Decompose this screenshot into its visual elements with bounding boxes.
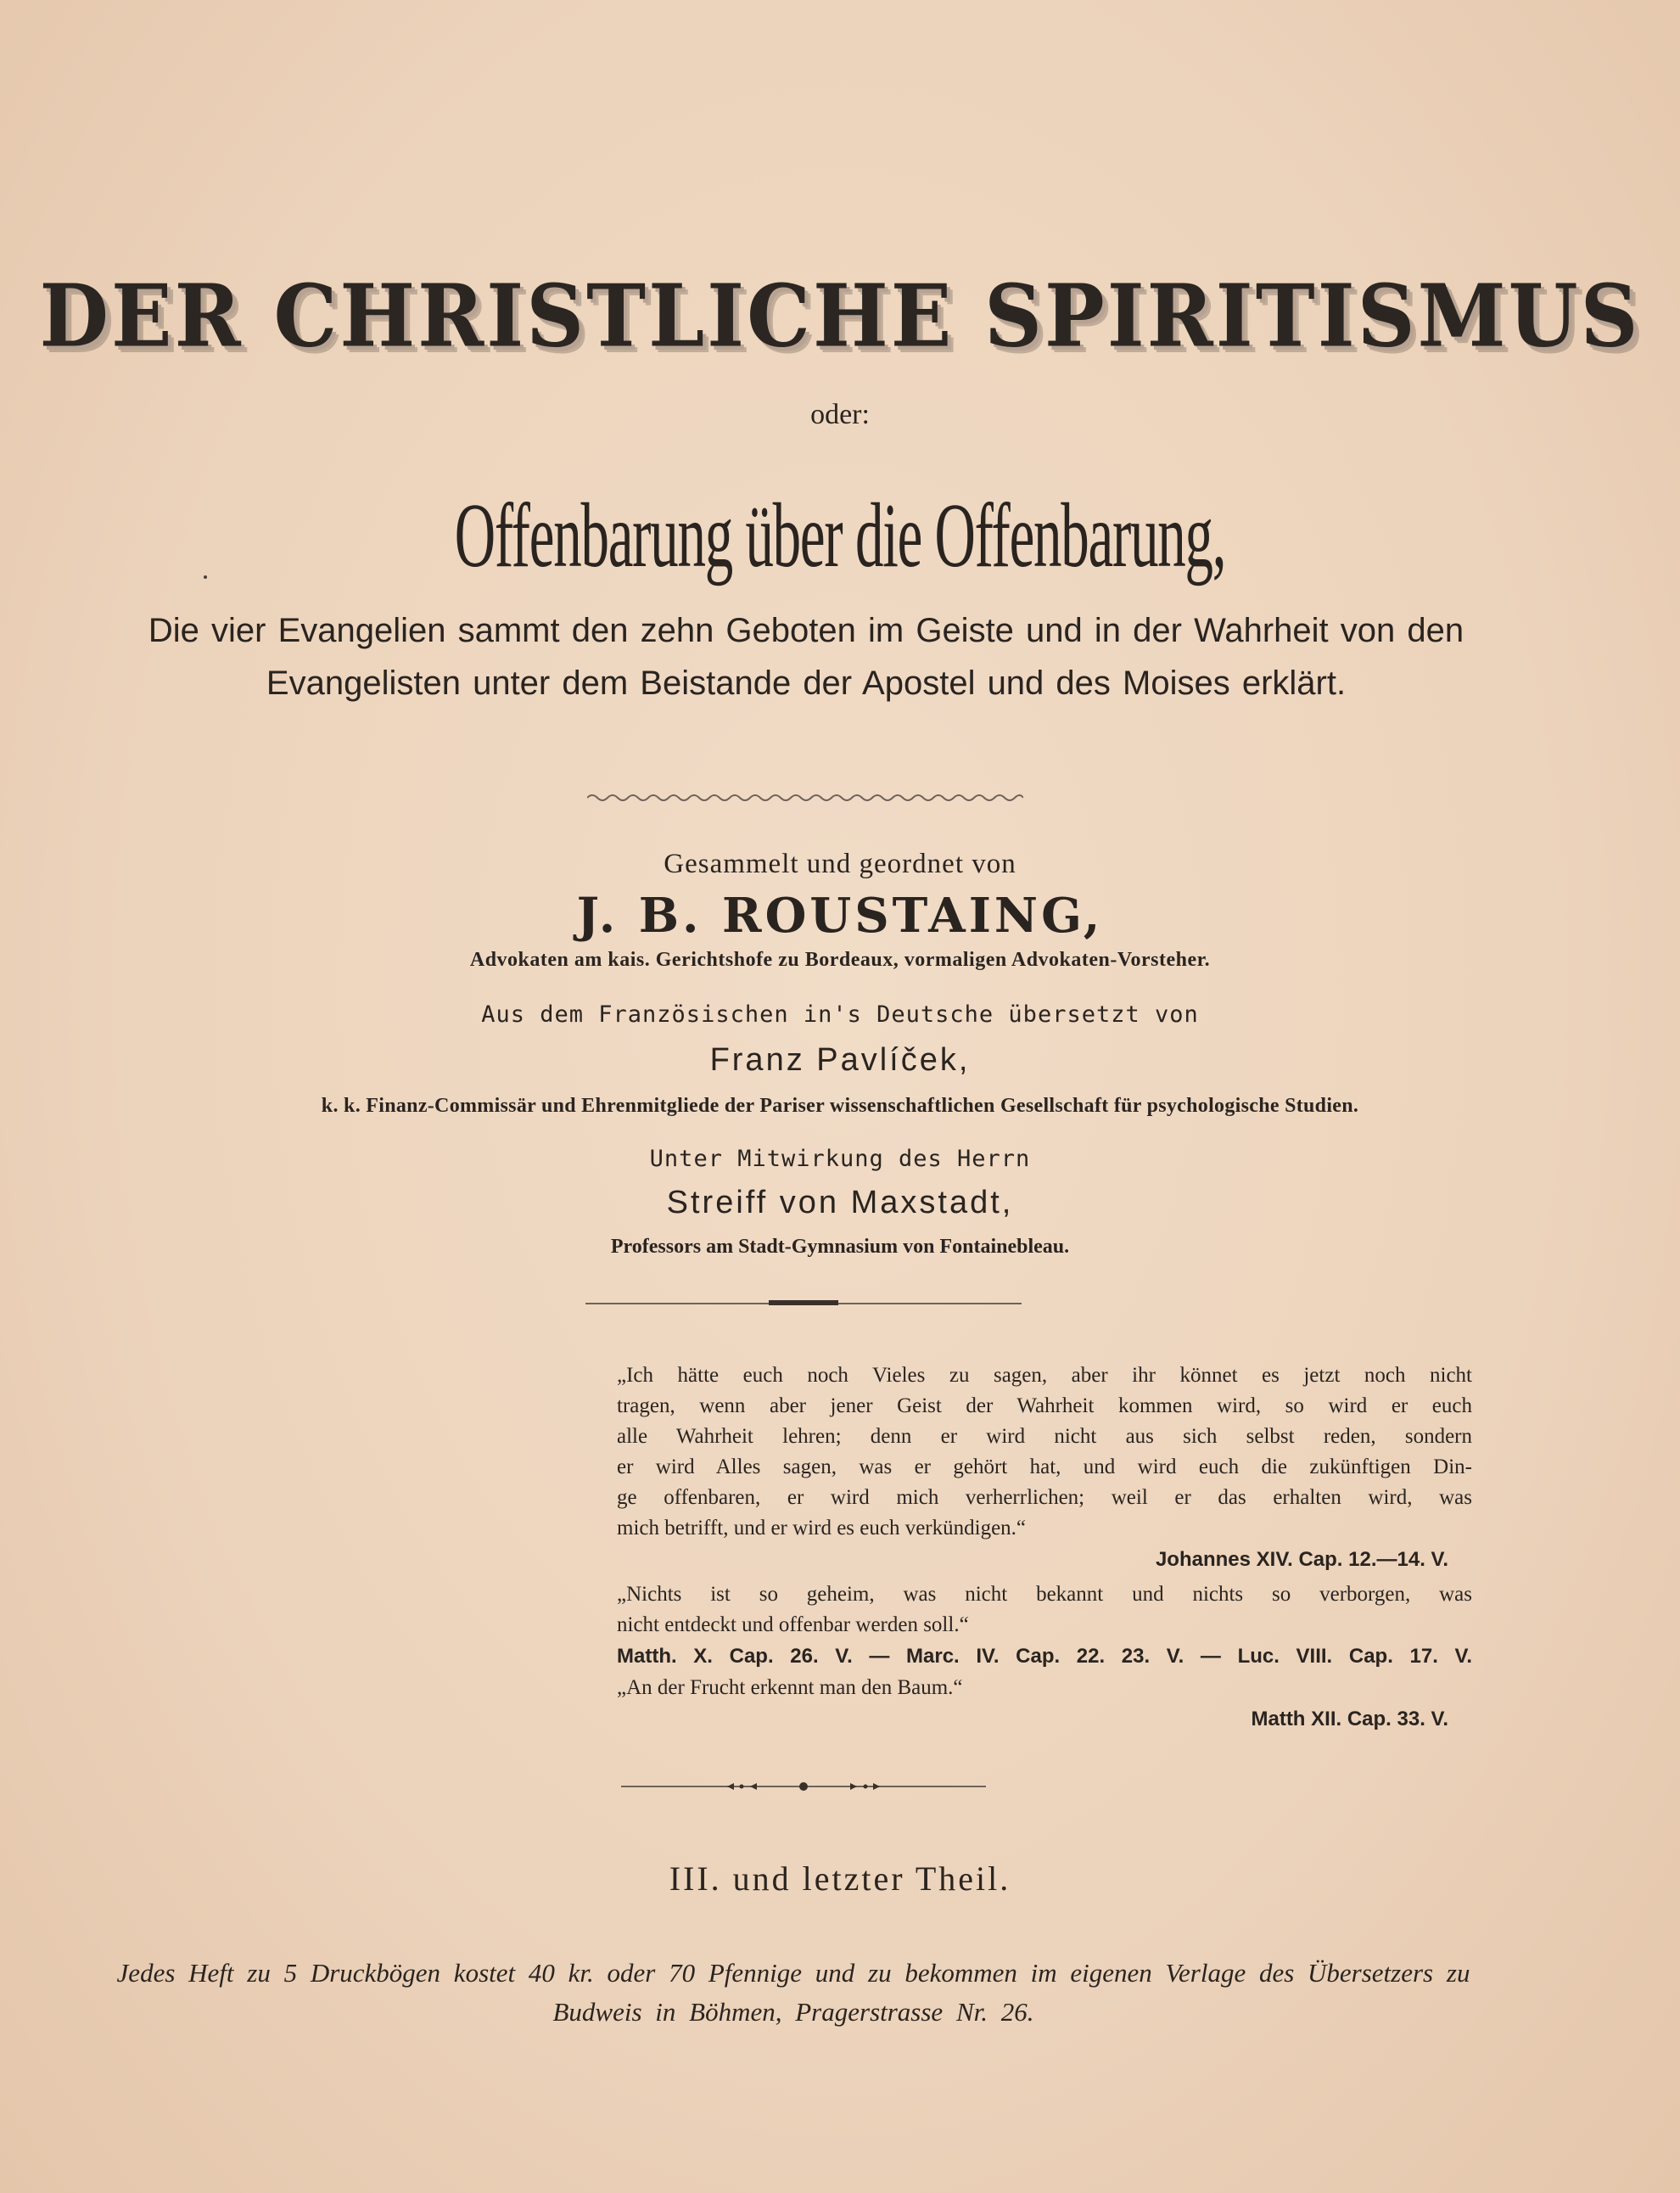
epigraph-quotes [617,1360,1472,1736]
ornamental-divider [621,1781,986,1792]
quote-reference: Matth. X. Cap. 26. V. — Marc. IV. Cap. 22. 23. V. — Luc. VIII. Cap. 17. V. [617,1645,1472,1668]
quote-line: tragen, wenn aber jener Geist der Wahrheit kommen wird, so wird er euch [617,1394,1472,1417]
quote-reference: Johannes XIV. Cap. 12.—14. V. [1155,1548,1448,1571]
translator-description: k. k. Finanz-Commissär und Ehrenmitgliede der Pariser wissenschaftlichen Gesellschaft für psychologische Studien. [321,1095,1359,1117]
conjunction: oder: [810,399,870,430]
description: Die vier Evangelien sammt den zehn Geboten im Geiste und in der Wahrheit von den Evangelisten unter dem Beistande der Apostel und des Moises erklärt. [148,612,1464,702]
quote-reference: Matth XII. Cap. 33. V. [1251,1708,1448,1730]
price-note: Jedes Heft zu 5 Druckbögen kostet 40 kr. oder 70 Pfennige und zu bekommen im eigenen Verlage des Übersetzers zu Budweis in Böhmen, Pragerstrasse Nr. 26. [116,1958,1470,2027]
quote-line: alle Wahrheit lehren; denn er wird nicht aus sich selbst reden, sondern [617,1425,1472,1448]
quote-line: „Nichts ist so geheim, was nicht bekannt und nichts so verborgen, was [617,1583,1472,1606]
thick-rule-center [769,1300,838,1305]
quote-line: ge offenbaren, er wird mich verherrlichen; weil er das erhalten wird, was [617,1486,1472,1509]
translator-name: Franz Pavlíček, [709,1042,971,1078]
collaborator-name: Streiff von Maxstadt, [666,1185,1014,1220]
cooperation-label: Unter Mitwirkung des Herrn [649,1146,1031,1172]
quote-line: mich betrifft, und er wird es euch verkündigen.“ [617,1517,1027,1540]
quote-line: „An der Frucht erkennt man den Baum.“ [617,1676,963,1699]
author-name: J. B. ROUSTAING, [576,888,1104,944]
quote-line: nicht entdeckt und offenbar werden soll.“ [617,1613,969,1636]
quote-line: „Ich hätte euch noch Vieles zu sagen, aber ihr könnet es jetzt noch nicht [617,1364,1472,1387]
translated-label: Aus dem Französischen in's Deutsche übersetzt von [481,1001,1199,1028]
part-label: III. und letzter Theil. [669,1859,1011,1898]
collaborator-description: Professors am Stadt-Gymnasium von Fontainebleau. [610,1236,1070,1258]
quote-line: er wird Alles sagen, was er gehört hat, und wird euch die zukünftigen Din- [617,1455,1472,1478]
ink-speck [204,575,207,579]
page-title: DER CHRISTLICHE SPIRITISMUS [39,266,1641,367]
wavy-divider [587,792,1023,804]
compiled-by-label: Gesammelt und geordnet von [664,849,1016,879]
subtitle: Offenbarung über die Offenbarung, [454,485,1226,586]
author-description: Advokaten am kais. Gerichtshofe zu Bordeaux, vormaligen Advokaten-Vorsteher. [469,949,1211,971]
